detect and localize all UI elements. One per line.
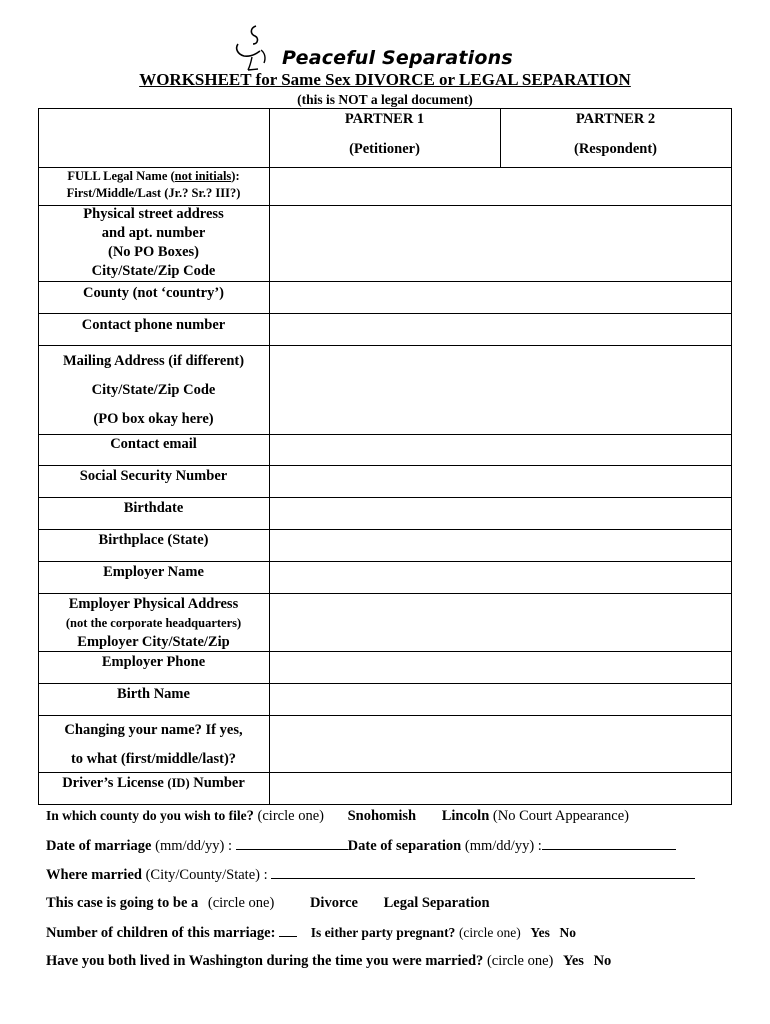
partner1-employer-name-field[interactable] — [270, 562, 500, 593]
partner2-employer-phone-field[interactable] — [501, 652, 731, 683]
partner2-full-name-field[interactable] — [501, 168, 731, 205]
where-married-question: Where married (City/County/State) : — [46, 866, 695, 884]
where-married-field[interactable] — [271, 866, 695, 879]
ssn-label: Social Security Number — [79, 468, 228, 484]
partner1-mailing-field[interactable] — [270, 346, 500, 434]
worksheet-table — [38, 108, 732, 805]
partner1-employer-address-field[interactable] — [270, 594, 500, 651]
partner2-license-field[interactable] — [501, 773, 731, 804]
county-option-lincoln[interactable]: Lincoln — [441, 808, 490, 824]
partner2-employer-name-field[interactable] — [501, 562, 731, 593]
dates-question: Date of marriage (mm/dd/yy) : Date of separation (mm/dd/yy) : — [46, 837, 676, 855]
physical-address-label: Physical street address and apt. number (No PO Boxes) City/State/Zip Code — [83, 206, 224, 279]
birth-name-label: Birth Name — [117, 686, 190, 702]
mailing-address-label: Mailing Address (if different) City/State/Zip Code (PO box okay here) — [62, 353, 245, 427]
birthplace-label: Birthplace (State) — [98, 532, 209, 548]
logo — [228, 20, 528, 72]
partner2-birthdate-field[interactable] — [501, 498, 731, 529]
contact-email-label: Contact email — [110, 436, 197, 452]
partner1-birthplace-field[interactable] — [270, 530, 500, 561]
separation-date-field[interactable] — [542, 837, 676, 850]
partner2-address-field[interactable] — [501, 206, 731, 281]
page-subtitle: (this is NOT a legal document) — [297, 92, 473, 107]
partner1-ssn-field[interactable] — [270, 466, 500, 497]
partner2-mailing-field[interactable] — [501, 346, 731, 434]
partner1-full-name-field[interactable] — [270, 168, 500, 205]
pregnant-option-no[interactable]: No — [559, 925, 577, 940]
partner2-county-field[interactable] — [501, 282, 731, 313]
partner1-employer-phone-field[interactable] — [270, 652, 500, 683]
partner1-email-field[interactable] — [270, 435, 500, 465]
page-title: WORKSHEET for Same Sex DIVORCE or LEGAL SEPARATION — [139, 70, 631, 89]
partner2-employer-address-field[interactable] — [501, 594, 731, 651]
partner2-name-change-field[interactable] — [501, 716, 731, 772]
partner2-role: (Respondent) — [574, 141, 657, 157]
birthdate-label: Birthdate — [123, 500, 184, 516]
partner1-role: (Petitioner) — [349, 141, 420, 157]
partner1-birth-name-field[interactable] — [270, 684, 500, 715]
children-question: Number of children of this marriage: Is either party pregnant? (circle one) Yes No — [46, 925, 577, 941]
county-label: County (not ‘country’) — [83, 285, 224, 301]
partner2-birth-name-field[interactable] — [501, 684, 731, 715]
washington-option-yes[interactable]: Yes — [562, 953, 584, 969]
partner2-birthplace-field[interactable] — [501, 530, 731, 561]
case-option-divorce[interactable]: Divorce — [309, 895, 358, 911]
partner1-address-field[interactable] — [270, 206, 500, 281]
partner2-header: PARTNER 2 — [575, 111, 656, 127]
dove-logo-icon — [228, 20, 282, 72]
partner1-birthdate-field[interactable] — [270, 498, 500, 529]
employer-name-label: Employer Name — [103, 564, 204, 580]
logo-text: Peaceful Separations — [282, 47, 513, 69]
county-question: In which county do you wish to file? (circle one) Snohomish Lincoln (No Court Appearance) — [46, 808, 629, 824]
partner1-name-change-field[interactable] — [270, 716, 500, 772]
employer-address-label: Employer Physical Address (not the corporate headquarters) Employer City/State/Zip — [65, 596, 242, 650]
washington-question: Have you both lived in Washington during the time you were married? (circle one) Yes No — [46, 953, 612, 969]
contact-phone-label: Contact phone number — [81, 317, 226, 333]
employer-phone-label: Employer Phone — [101, 654, 206, 670]
partner1-header: PARTNER 1 — [344, 111, 425, 127]
partner2-email-field[interactable] — [501, 435, 731, 465]
case-option-legal-separation[interactable]: Legal Separation — [383, 895, 490, 911]
pregnant-option-yes[interactable]: Yes — [530, 925, 550, 940]
washington-option-no[interactable]: No — [593, 953, 612, 969]
county-option-snohomish[interactable]: Snohomish — [347, 808, 417, 824]
partner1-county-field[interactable] — [270, 282, 500, 313]
marriage-date-field[interactable] — [236, 837, 348, 850]
partner1-license-field[interactable] — [270, 773, 500, 804]
case-type-question: This case is going to be a (circle one) Divorce Legal Separation — [46, 895, 490, 911]
partner2-phone-field[interactable] — [501, 314, 731, 345]
drivers-license-label: Driver’s License (ID) Number — [62, 775, 245, 791]
full-name-label: FULL Legal Name (not initials): First/Middle/Last (Jr.? Sr.? III?) — [66, 169, 241, 200]
children-count-field[interactable] — [279, 924, 297, 937]
partner2-ssn-field[interactable] — [501, 466, 731, 497]
name-change-label: Changing your name? If yes, to what (first/middle/last)? — [64, 722, 243, 767]
partner1-phone-field[interactable] — [270, 314, 500, 345]
